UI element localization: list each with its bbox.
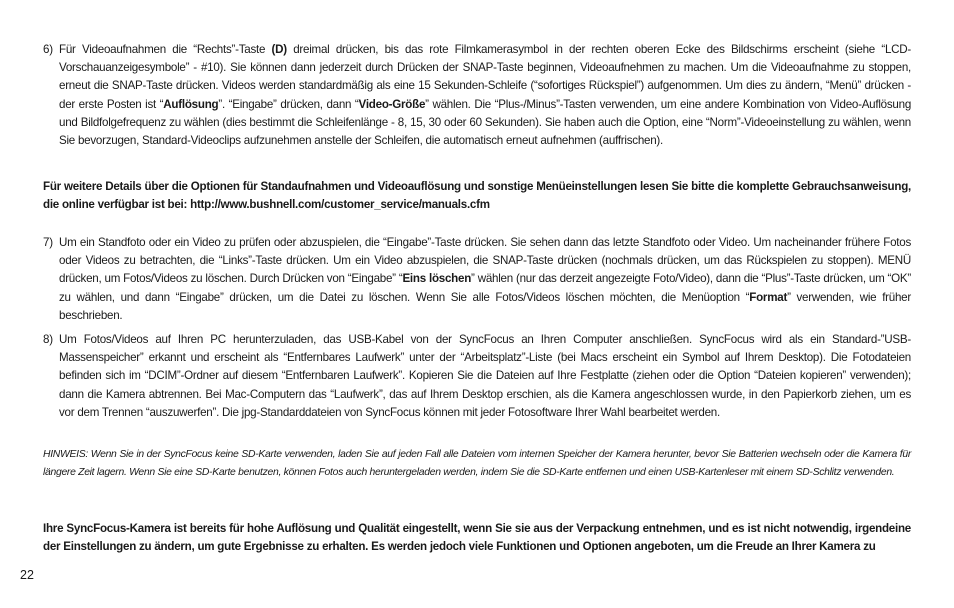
item-text: Um Fotos/Videos auf Ihren PC herunterzuladen, das USB-Kabel von der SyncFocus an Ihren Computer anschließen. SyncFocus wird als ein Standard-”USB-Massenspeicher” erkannt und erscheint als “Entfernbares Laufwerk” unter der “Arbeitsplatz”-Liste (bei Macs erscheint ein Symbol auf Ihrem Desktop). Die Fotodateien befinden sich im “DCIM”-Ordner auf diesem “Entfernbaren Laufwerk”. Kopieren Sie die Dateien auf Ihre Festplatte (ziehen oder die Option “Dateien kopieren” verwenden); dann die Kamera abtrennen. Bei Mac-Computern das “Laufwerk”, das auf Ihrem Desktop erschien, als die Kamera angeschlossen wurde, in den Papierkorb ziehen, um es vor dem Trennen “auszuwerfen”. Die jpg-Standarddateien von SyncFocus können mit jeder Fotosoftware Ihrer Wahl bearbeitet werden. [59,333,911,419]
item-number: 6) [43,43,53,56]
details-paragraph: Für weitere Details über die Optionen für Standaufnahmen und Videoauflösung und sonstige Menüeinstellungen lesen Sie bitte die komplette Gebrauchsanweisung, die online verfügbar ist bei: http://www.bushnell.com/customer_service/manuals.cfm [43,180,911,212]
page-number: 22 [20,568,34,582]
item-8 [43,331,911,422]
item-text: Für Videoaufnahmen die “Rechts”-Taste (D) dreimal drücken, bis das rote Filmkamerasymbol in der rechten oberen Ecke des Bildschirms erscheint (siehe “LCD-Vorschauanzeigesymbole” - #10). Sie können dann jederzeit durch Drücken der SNAP-Taste beginnen, Videoaufnehmen zu machen. Um die Videoaufnahme zu stoppen, erneut die SNAP-Taste drücken. Videos werden standardmäßig als eine 15 Sekunden-Schleife (“sofortiges Rückspiel”) aufgenommen. Um dies zu ändern, “Menü” drücken - der erste Posten ist “Auflösung”. “Eingabe” drücken, dann “Video-Größe” wählen. Die “Plus-/Minus”-Tasten verwenden, um eine andere Kombination von Video-Auflösung und Bildfolgefrequenz zu wählen (dies bestimmt die Schleifenlänge - 8, 15, 30 oder 60 Sekunden). Sie haben auch die Option, eine “Norm”-Videoeinstellung zu wählen, wenn Sie bevorzugen, Standard-Videoclips aufzunehmen anstelle der Schleifen, die automatisch erneut aufnehmen (auffrischen). [59,43,912,148]
item-7 [43,234,911,325]
hinweis-note: HINWEIS: Wenn Sie in der SyncFocus keine SD-Karte verwenden, laden Sie auf jeden Fall alle Dateien vom internen Speicher der Kamera herunter, bevor Sie Batterien wechseln oder die Kamera für längere Zeit lagern. Wenn Sie eine SD-Karte benutzen, können Fotos auch heruntergeladen werden, indem Sie die SD-Karte entfernen und einen USB-Kartenleser mit einem SD-Schlitz verwenden. [43,449,911,478]
closing-paragraph: Ihre SyncFocus-Kamera ist bereits für hohe Auflösung und Qualität eingestellt, wenn Sie sie aus der Verpackung entnehmen, und es ist nicht notwendig, irgendeine der Einstellungen zu ändern, um gute Ergebnisse zu erhalten. Es werden jedoch viele Funktionen und Optionen angeboten, um die Freude an Ihrer Kamera zu [43,522,911,554]
item-number: 8) [43,333,53,346]
item-text: Um ein Standfoto oder ein Video zu prüfen oder abzuspielen, die “Eingabe”-Taste drücken. Sie sehen dann das letzte Standfoto oder Video. Um nacheinander frühere Fotos oder Videos zu betrachten, die “Links”-Taste drücken. Um ein Video abzuspielen, die SNAP-Taste drücken (nochmals drücken, um das Rückspielen zu stoppen). MENÜ drücken, um Fotos/Videos zu löschen. Durch Drücken von “Eingabe” “Eins löschen” wählen (nur das derzeit angezeigte Foto/Video), dann die “Plus”-Taste drücken, um “OK” zu wählen, und dann “Eingabe” drücken, um die Datei zu löschen. Wenn Sie alle Fotos/Videos löschen möchten, die Menüoption “Format” verwenden, wie früher beschrieben. [59,236,912,322]
item-number: 7) [43,236,53,249]
item-6 [43,41,911,150]
